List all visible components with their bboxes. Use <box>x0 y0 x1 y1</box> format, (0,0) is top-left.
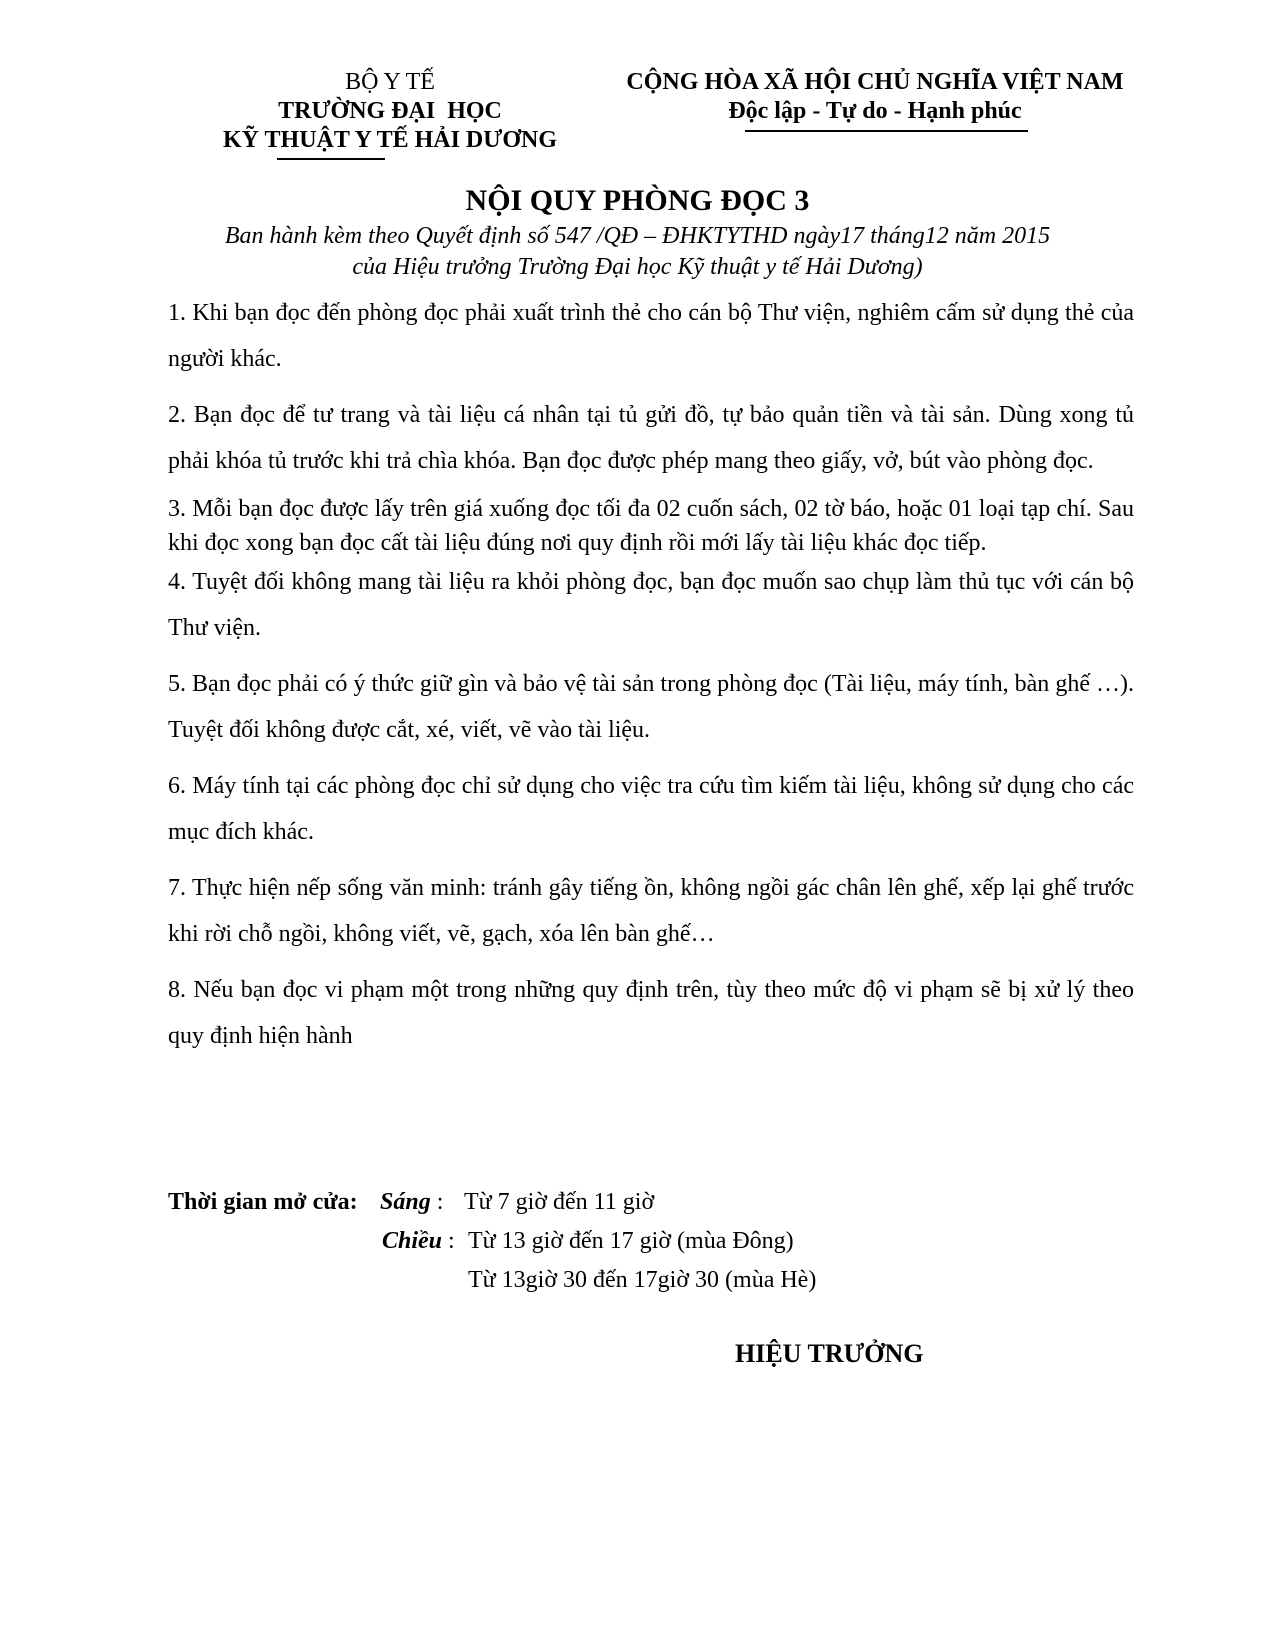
signature-title: HIỆU TRƯỞNG <box>735 1339 924 1368</box>
rule-item: 4. Tuyệt đối không mang tài liệu ra khỏi phòng đọc, bạn đọc muốn sao chụp làm thủ tục với cán bộ Thư viện. <box>168 569 1134 641</box>
morning-label: Sáng <box>380 1189 431 1215</box>
ministry-name: BỘ Y TẾ <box>345 69 435 95</box>
school-name-line2: KỸ THUẬT Y TẾ HẢI DƯƠNG <box>222 127 558 153</box>
afternoon-summer-time: Từ 13giờ 30 đến 17giờ 30 (mùa Hè) <box>468 1267 817 1293</box>
header-left-underline <box>277 158 385 160</box>
document-subtitle <box>0 221 1275 283</box>
rule-item: 7. Thực hiện nếp sống văn minh: tránh gây tiếng ồn, không ngồi gác chân lên ghế, xếp lại ghế trước khi rời chỗ ngồi, không viết, vẽ, gạch, xóa lên bàn ghế… <box>168 875 1134 947</box>
subtitle-line1: Ban hành kèm theo Quyết định số 547 /QĐ – ĐHKTYTHD ngày17 tháng12 năm 2015 <box>224 223 1051 249</box>
header-right <box>605 68 1145 126</box>
rule-item: 6. Máy tính tại các phòng đọc chỉ sử dụng cho việc tra cứu tìm kiếm tài liệu, không sử dụng cho các mục đích khác. <box>168 773 1134 845</box>
national-motto: Độc lập - Tự do - Hạnh phúc <box>728 98 1022 124</box>
rule-item: 5. Bạn đọc phải có ý thức giữ gìn và bảo vệ tài sản trong phòng đọc (Tài liệu, máy tính, bàn ghế …). Tuyệt đối không được cắt, xé, viết, vẽ vào tài liệu. <box>168 671 1134 743</box>
rules-list <box>168 290 1134 1069</box>
rule-item: 2. Bạn đọc để tư trang và tài liệu cá nhân tại tủ gửi đồ, tự bảo quản tiền và tài sản. Dùng xong tủ phải khóa tủ trước khi trả chìa khóa. Bạn đọc được phép mang theo giấy, vở, bút vào phòng đọc. <box>168 402 1134 474</box>
morning-block: Sáng : <box>380 1189 444 1215</box>
afternoon-winter-time: Từ 13 giờ đến 17 giờ (mùa Đông) <box>468 1228 794 1254</box>
afternoon-block: Chiều : <box>382 1228 455 1254</box>
subtitle-line2: của Hiệu trưởng Trường Đại học Kỹ thuật y tế Hải Dương) <box>352 254 923 280</box>
country-name: CỘNG HÒA XÃ HỘI CHỦ NGHĨA VIỆT NAM <box>626 69 1124 95</box>
document-title: NỘI QUY PHÒNG ĐỌC 3 <box>465 184 810 217</box>
afternoon-label: Chiều <box>382 1228 443 1254</box>
morning-time: Từ 7 giờ đến 11 giờ <box>464 1189 655 1215</box>
rule-item: 1. Khi bạn đọc đến phòng đọc phải xuất trình thẻ cho cán bộ Thư viện, nghiêm cấm sử dụng thẻ của người khác. <box>168 300 1134 372</box>
rule-item: 3. Mỗi bạn đọc được lấy trên giá xuống đọc tối đa 02 cuốn sách, 02 tờ báo, hoặc 01 loại tạp chí. Sau khi đọc xong bạn đọc cất tài liệu đúng nơi quy định rồi mới lấy tài liệu khác đọc tiếp. <box>168 496 1134 556</box>
header-left <box>190 68 590 155</box>
opening-hours <box>168 1183 868 1300</box>
school-name-line1: TRƯỜNG ĐẠI HỌC <box>278 98 502 124</box>
rule-item: 8. Nếu bạn đọc vi phạm một trong những quy định trên, tùy theo mức độ vi phạm sẽ bị xử lý theo quy định hiện hành <box>168 977 1134 1049</box>
opening-hours-label: Thời gian mở cửa: <box>168 1189 358 1215</box>
motto-underline <box>745 130 1028 132</box>
